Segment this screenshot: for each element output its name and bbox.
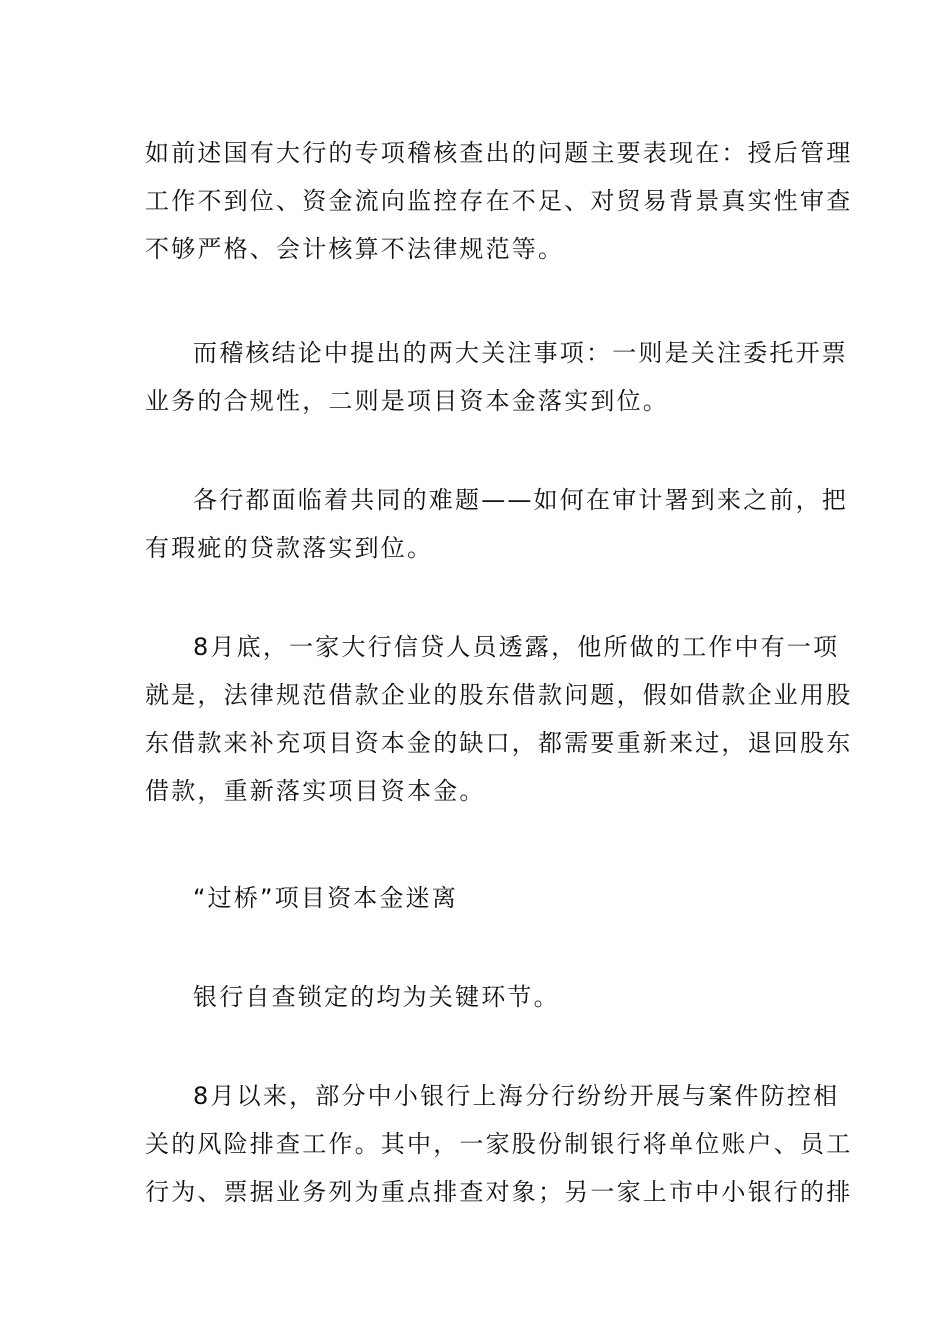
text-line: 东借款来补充项目资本金的缺口，都需要重新来过，退回股东 [145, 729, 853, 757]
text-line: 而稽核结论中提出的两大关注事项：一则是关注委托开票 [193, 339, 848, 367]
section-heading [145, 874, 807, 922]
text-line: 业务的合规性，二则是项目资本金落实到位。 [145, 387, 669, 415]
text-line: 8月底，一家大行信贷人员透露，他所做的工作中有一项 [193, 633, 840, 661]
text-line: 行为、票据业务列为重点排查对象；另一家上市中小银行的排 [145, 1178, 853, 1206]
paragraph-audit-findings [145, 129, 853, 273]
text-line: “过桥”项目资本金迷离 [193, 884, 459, 912]
text-line: 有瑕疵的贷款落实到位。 [145, 534, 434, 562]
paragraph-common-problem [145, 476, 848, 572]
text-line: 工作不到位、资金流向监控存在不足、对贸易背景真实性审查 [145, 187, 853, 215]
paragraph-risk-review [145, 1072, 853, 1216]
text-line: 8月以来，部分中小银行上海分行纷纷开展与案件防控相 [193, 1082, 840, 1110]
text-line: 不够严格、会计核算不法律规范等。 [145, 235, 565, 263]
text-line: 关的风险排查工作。其中，一家股份制银行将单位账户、员工 [145, 1130, 853, 1158]
paragraph-self-check [145, 973, 807, 1021]
paragraph-bank-staff [145, 623, 853, 815]
text-line: 借款，重新落实项目资本金。 [145, 777, 486, 805]
text-line: 各行都面临着共同的难题——如何在审计署到来之前，把 [193, 486, 848, 514]
text-line: 就是，法律规范借款企业的股东借款问题，假如借款企业用股 [145, 681, 853, 709]
text-line: 银行自查锁定的均为关键环节。 [193, 983, 560, 1011]
paragraph-audit-conclusion [145, 329, 848, 425]
text-line: 如前述国有大行的专项稽核查出的问题主要表现在：授后管理 [145, 139, 853, 167]
